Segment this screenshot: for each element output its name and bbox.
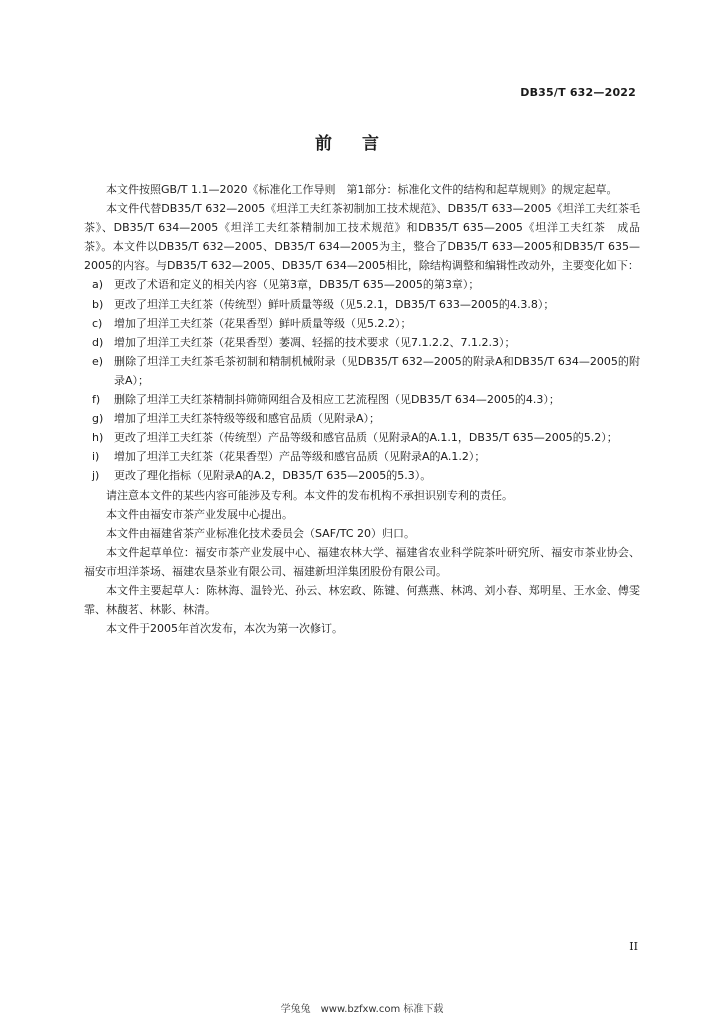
change-text: 增加了坦洋工夫红茶（花果香型）萎凋、轻摇的技术要求（见7.1.2.2、7.1.2.3）； [114,335,516,349]
change-mark: c) [92,316,103,330]
change-text: 增加了坦洋工夫红茶（花果香型）鲜叶质量等级（见5.2.2）； [114,316,412,330]
footer-watermark: 学兔兔 www.bzfxw.com 标准下载 [280,1004,444,1015]
paragraph-drafters: 本文件主要起草人：陈林海、温铃光、孙云、林宏政、陈键、何燕燕、林鸿、刘小春、郑明星、王水金、傅雯霏、林馥茗、林影、林清。 [84,583,640,617]
document-body [84,180,640,638]
change-item [84,466,640,485]
change-text: 增加了坦洋工夫红茶（花果香型）产品等级和感官品质（见附录A的A.1.2）； [114,450,486,464]
change-text: 更改了坦洋工夫红茶（传统型）鲜叶质量等级（见5.2.1，DB35/T 633—2005的4.3.8）； [114,297,555,311]
change-mark: h) [92,431,104,445]
change-mark: d) [92,335,104,349]
paragraph-committee: 本文件由福建省茶产业标准化技术委员会（SAF/TC 20）归口。 [106,526,415,540]
change-item [84,333,640,352]
change-item [84,409,640,428]
change-item [84,275,640,294]
paragraph-patent-notice: 请注意本文件的某些内容可能涉及专利。本文件的发布机构不承担识别专利的责任。 [106,488,513,502]
paragraph-drafting-rules: 本文件按照GB/T 1.1—2020《标准化工作导则 第1部分：标准化文件的结构和起草规则》的规定起草。 [106,183,618,196]
change-text: 更改了坦洋工夫红茶（传统型）产品等级和感官品质（见附录A的A.1.1，DB35/T 635—2005的5.2）； [114,431,618,445]
change-mark: a) [92,278,104,292]
change-item [84,352,640,390]
change-text: 删除了坦洋工夫红茶精制抖筛筛网组合及相应工艺流程图（见DB35/T 634—2005的4.3）； [114,393,560,407]
change-text: 更改了术语和定义的相关内容（见第3章，DB35/T 635—2005的第3章）； [114,278,480,292]
page-number: II [629,940,638,953]
change-mark: b) [92,297,104,311]
change-mark: e) [92,354,104,368]
change-text: 删除了坦洋工夫红茶毛茶初制和精制机械附录（见DB35/T 632—2005的附录A和DB35/T 634—2005的附录A）； [114,354,640,387]
change-item [84,295,640,314]
change-item [84,447,640,466]
change-mark: g) [92,412,104,426]
page-title: 前言 [315,134,409,154]
change-mark: j) [92,469,100,483]
change-mark: f) [92,393,101,407]
paragraph-drafting-units: 本文件起草单位：福安市茶产业发展中心、福建农林大学、福建省农业科学院茶叶研究所、福安市茶业协会、福安市坦洋茶场、福建农垦茶业有限公司、福建新坦洋集团股份有限公司。 [84,545,640,578]
paragraph-history: 本文件于2005年首次发布，本次为第一次修订。 [106,622,343,636]
change-mark: i) [92,450,100,464]
paragraph-proposer: 本文件由福安市茶产业发展中心提出。 [106,507,293,521]
change-item [84,314,640,333]
paragraph-replacement: 本文件代替DB35/T 632—2005《坦洋工夫红茶初制加工技术规范》、DB35/T 633—2005《坦洋工夫红茶毛茶》、DB35/T 634—2005《坦洋工夫红茶精制加工技术规范》和DB35/T 635—2005《坦洋工夫红茶 成品茶》。本文件以DB35/T 632—2005、DB35/T 634—2005为主，整合了DB35/T 633—2005和DB35/T 635—2005的内容。与DB35/T 632—2005、DB35/T 634—2005相比，除结构调整和编辑性改动外，主要变化如下： [84,202,640,273]
change-text: 更改了理化指标（见附录A的A.2，DB35/T 635—2005的5.3）。 [114,469,432,483]
change-text: 增加了坦洋工夫红茶特级等级和感官品质（见附录A）； [114,412,381,426]
standard-number: DB35/T 632—2022 [520,86,636,99]
change-item [84,428,640,447]
change-item [84,390,640,409]
